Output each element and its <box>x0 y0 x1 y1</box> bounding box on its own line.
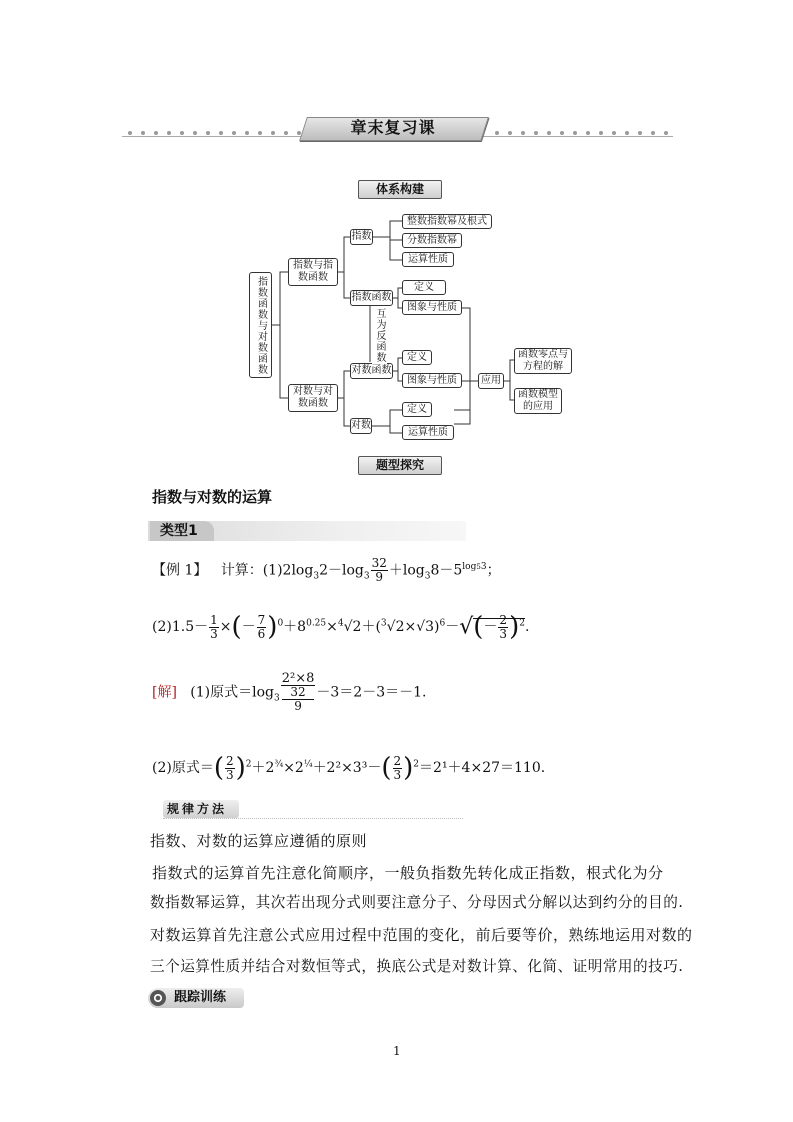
fraction: $\frac{7}{6}$ <box>257 612 266 641</box>
expr-part: 2＋( <box>352 619 381 635</box>
diagram-leaf-graph2: 图象与性质 <box>402 373 462 388</box>
page-number: 1 <box>393 1044 401 1058</box>
expr-part: ＋2²×3³－ <box>312 760 382 776</box>
expr-part: × <box>219 619 232 635</box>
diagram-root: 指数函数与对数函数 <box>249 272 272 378</box>
example-label: 【例 1】 <box>152 562 208 579</box>
fraction: $\frac{2}{3}$ <box>226 753 234 782</box>
diagram-leaf-def3: 定义 <box>402 402 432 417</box>
fraction: $\frac{1}{3}$ <box>210 612 218 641</box>
diagram-leaf-graph1: 图象与性质 <box>402 300 462 315</box>
concept-diagram-lines <box>0 0 793 480</box>
diagram-leaf-int-power: 整数指数幂及根式 <box>402 214 492 229</box>
expr-part: ； <box>486 562 501 579</box>
fraction: $\frac{2}{3}$ <box>499 612 508 641</box>
expr-part: ＋8 <box>283 619 307 635</box>
diagram-leaf-def1: 定义 <box>402 280 446 295</box>
fraction: $\frac{32}{9}$ <box>371 556 387 584</box>
expr-part: ＝2¹＋4×27＝110. <box>419 760 546 776</box>
diagram-branch-log: 对数与对数函数 <box>288 384 338 412</box>
example-prompt: 计算： <box>220 562 263 579</box>
example-line-2: (2)1.5－ $\frac{1}{3}$ ×(－ $\frac{7}{6}$ )$^0+8^{0.25}\times^4√2+(^3√2\times√3)^6-√(-$ $\frac{2}{3}$ )$^2$. <box>152 612 530 642</box>
expr-part: 2×√3) <box>395 619 440 635</box>
diagram-node-logfunc: 对数函数 <box>350 363 393 379</box>
diagram-leaf-def2: 定义 <box>402 350 432 365</box>
expr-part: log <box>462 561 477 572</box>
solution-label: [解] <box>152 684 177 701</box>
chapter-title: 章末复习课 <box>350 118 436 137</box>
diagram-leaf-ops1: 运算性质 <box>402 252 454 267</box>
expr-part: －3＝2－3＝－1. <box>316 684 427 701</box>
section-title: 指数与对数的运算 <box>152 488 273 506</box>
expr-part: － <box>445 619 460 635</box>
diagram-leaf-frac-power: 分数指数幂 <box>402 233 462 248</box>
diagram-node-expfunc: 指数函数 <box>350 290 393 306</box>
solution-line-1: [解] (1)原式$=\log_3$ 2²×8 32 9 －3＝2－3＝－1. <box>152 671 427 713</box>
diagram-node-exp: 指数 <box>350 229 373 245</box>
expr-part: 2－log <box>319 562 364 579</box>
target-icon <box>150 990 166 1006</box>
diagram-node-log: 对数 <box>350 418 372 434</box>
diagram-app-zero: 函数零点与方程的解 <box>514 348 572 374</box>
expr-part: 3 <box>480 561 487 572</box>
expr-part: ＋2 <box>251 760 275 776</box>
solution-line-2: (2)原式＝( $\frac{2}{3}$ )$^2+2^{\frac{3}{4}}\times 2^{\frac{1}{4}}+2^2\times 3^3-$( $\frac{2}{3}$ )$^2$＝2¹＋4×27＝110. <box>152 753 546 783</box>
method-line-4: 三个运算性质并结合对数恒等式，换底公式是对数计算、化简、证明常用的技巧. <box>150 958 684 975</box>
diagram-app-model: 函数模型的应用 <box>514 388 562 414</box>
expr-part: 6 <box>439 618 446 629</box>
expr-part: (1)2log <box>262 562 314 579</box>
expr-part: 8－5 <box>430 562 463 579</box>
fraction: 2²×8 32 9 <box>281 671 315 713</box>
expr-part: (2)1.5 <box>152 619 195 635</box>
training-label: 跟踪训练 <box>148 988 244 1008</box>
method-rule <box>163 818 463 819</box>
diagram-leaf-ops2: 运算性质 <box>402 425 454 440</box>
method-label: 规律方法 <box>163 800 239 818</box>
expr-part: ＋log <box>388 562 425 579</box>
method-line-3: 对数运算首先注意公式应用过程中范围的变化，前后要等价，熟练地运用对数的 <box>150 926 693 944</box>
expr-part: 0.25 <box>306 618 327 629</box>
example-line-1: 【例 1】 计算：$(1)2\log_32-\log_3$ $\frac{32}{9}$ $+\log_38-5^{log53}$； <box>152 556 501 584</box>
expr-part: . <box>524 619 530 635</box>
expr-part: (1)原式＝log <box>190 684 274 701</box>
expr-part: × <box>326 619 338 635</box>
method-line-2: 数指数幂运算，其次若出现分式则要注意分子、分母因式分解以达到约分的目的. <box>150 894 684 911</box>
method-line-1: 指数式的运算首先注意化简顺序，一般负指数先转化成正指数，根式化为分 <box>152 864 664 882</box>
diagram-app: 应用 <box>478 373 504 389</box>
diagram-branch-exp: 指数与指数函数 <box>288 258 338 286</box>
method-heading: 指数、对数的运算应遵循的原则 <box>150 832 368 850</box>
diagram-inverse-label: 互为反函数 <box>374 308 385 363</box>
explore-tag: 题型探究 <box>358 456 442 475</box>
structure-tag: 体系构建 <box>358 180 442 199</box>
fraction: $\frac{2}{3}$ <box>393 753 402 782</box>
expr-part: (2)原式＝ <box>152 760 214 776</box>
expr-part: ×2 <box>283 760 304 776</box>
type-label: 类型1 <box>150 521 214 541</box>
expr-part: － <box>194 619 209 635</box>
